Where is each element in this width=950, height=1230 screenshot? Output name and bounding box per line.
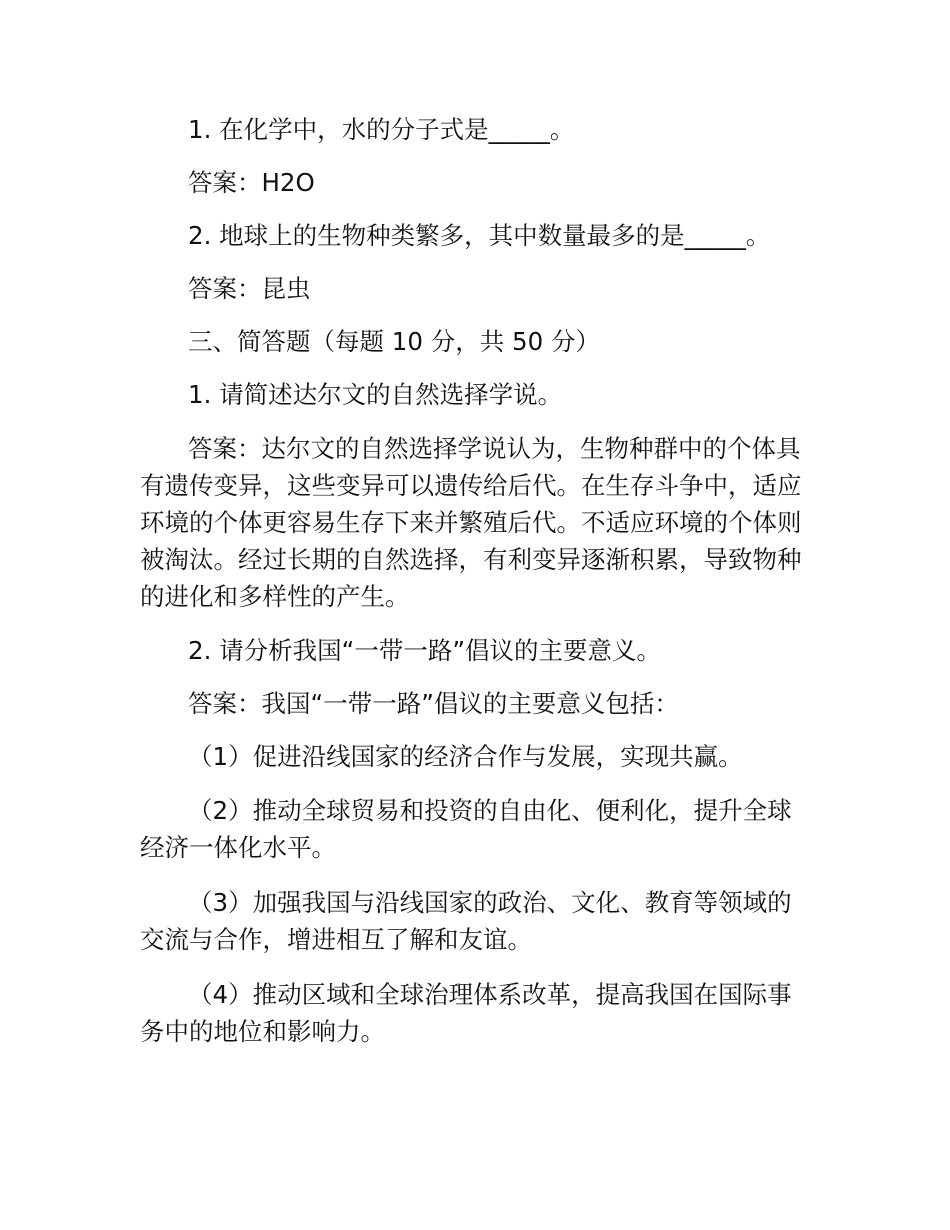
fill-answer-1: 答案：H2O bbox=[188, 168, 315, 197]
fill-question-1: 1. 在化学中，水的分子式是_____。 bbox=[188, 115, 575, 144]
short-question-1: 1. 请简述达尔文的自然选择学说。 bbox=[188, 380, 563, 409]
short-answer-2-item-3: （3）加强我国与沿线国家的政治、文化、教育等领域的交流与合作，增进相互了解和友谊。 bbox=[140, 888, 792, 954]
short-answer-2-item-2: （2）推动全球贸易和投资的自由化、便利化，提升全球经济一体化水平。 bbox=[140, 796, 792, 862]
short-answer-2-item-4: （4）推动区域和全球治理体系改革，提高我国在国际事务中的地位和影响力。 bbox=[140, 980, 792, 1046]
short-answer-2-item-1: （1）促进沿线国家的经济合作与发展，实现共赢。 bbox=[188, 742, 743, 771]
section-title-short-answer: 三、简答题（每题 10 分，共 50 分） bbox=[188, 327, 601, 356]
short-answer-1: 答案：达尔文的自然选择学说认为，生物种群中的个体具有遗传变异，这些变异可以遗传给后代。在生存斗争中，适应环境的个体更容易生存下来并繁殖后代。不适应环境的个体则被淘汰。经过长期的自然选择，有利变异逐渐积累，导致物种的进化和多样性的产生。 bbox=[140, 434, 802, 611]
document-body bbox=[140, 112, 812, 1068]
fill-answer-2: 答案：昆虫 bbox=[188, 274, 311, 303]
short-question-2: 2. 请分析我国“一带一路”倡议的主要意义。 bbox=[188, 636, 662, 665]
fill-question-2: 2. 地球上的生物种类繁多，其中数量最多的是_____。 bbox=[188, 221, 771, 250]
short-answer-2-intro: 答案：我国“一带一路”倡议的主要意义包括： bbox=[188, 689, 679, 718]
